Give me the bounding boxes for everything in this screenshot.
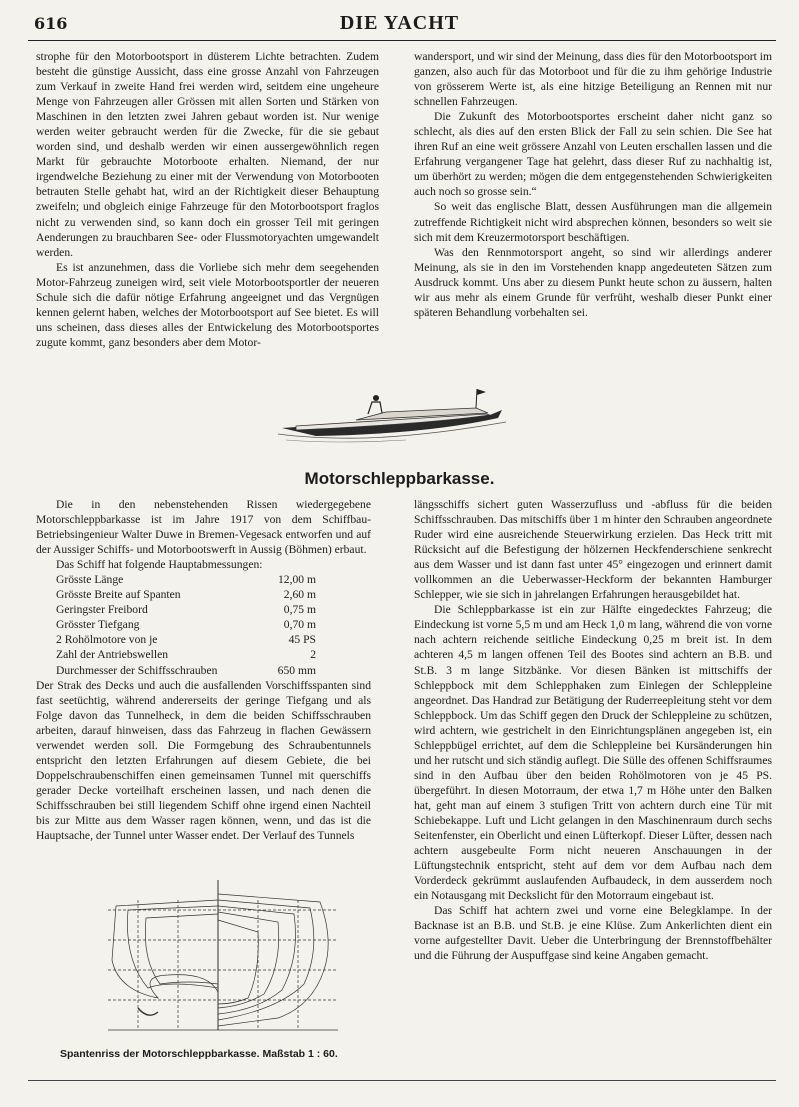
spec-value: 0,75 m	[283, 603, 316, 617]
paragraph: Die in den nebenstehenden Rissen wiedergegebene Motorschleppbarkasse ist im Jahre 1917 von dem Schiffbau-Betriebsingenieur Walter Duwe in Bremen-Vegesack entworfen und auf der Aussiger Schiffs- und Motorbootswerft in Aussig (Böhmen) erbaut.	[36, 498, 371, 557]
spec-row	[56, 602, 371, 617]
spec-value: 650 mm	[277, 663, 316, 677]
spec-row	[56, 647, 371, 662]
article-title: Motorschleppbarkasse.	[304, 469, 495, 488]
body-plan-drawing	[98, 880, 348, 1040]
paragraph: Die Zukunft des Motorbootsportes erscheint daher nicht ganz so schlecht, als dies auf den ersten Blick der Fall zu sein schien. Die See hat ihren Ruf an eine weit grössere Anzahl von Leuten erschallen lassen und die Erfahrung vergangener Tage hat gelehrt, dass dieser Ruf zu nachhaltig ist, um überhört zu werden; mögen die dem entgegenstehenden Schwierigkeiten auch noch so grosse sein.“	[414, 110, 772, 199]
column-3	[36, 497, 371, 843]
figure-caption: Spantenriss der Motorschleppbarkasse. Maßstab 1 : 60.	[60, 1048, 338, 1060]
paragraph: Es ist anzunehmen, dass die Vorliebe sich mehr dem seegehenden Motor-Fahrzeug zuneigen wird, seit viele Motorbootsportler der neueren Schule sich die dafür nötige Erfahrung angeeignet und das Vergnügen kennen gelernt haben, welches der Motorbootsport auf See bietet. Es will uns scheinen, dass dieses alles der Entwickelung des Motorbootsportes zugute kommt, ganz besonders aber dem Motor-	[36, 260, 379, 349]
spec-label: Durchmesser der Schiffsschrauben	[56, 663, 218, 677]
footer-rule	[28, 1080, 776, 1081]
spec-label: Grösster Tiefgang	[56, 618, 140, 632]
spec-row	[56, 587, 371, 602]
paragraph: Was den Rennmotorsport angeht, so sind wir allerdings anderer Meinung, als sie in den im Vorstehenden knapp angedeuteten Sätzen zum Ausdruck kommt. Uns aber zu diesem Punkt heute schon zu äussern, halten wir aus mehr als einem Grunde für verfrüht, weshalb dieser Punkt einer späteren Behandlung vorbehalten sei.	[414, 245, 772, 319]
header-rule	[28, 40, 776, 41]
spec-label: Grösste Breite auf Spanten	[56, 588, 181, 602]
spec-value: 2	[310, 648, 316, 662]
specs-table	[56, 572, 371, 677]
spec-value: 45 PS	[288, 633, 316, 647]
page-number: 616	[34, 14, 68, 33]
paragraph: längsschiffs sichert guten Wasserzufluss und -abfluss für die beiden Schiffsschrauben. Das mitschiffs über 1 m hinter den Schrauben angeordnete Ruder wird eine ausreichende Steuerwirkung erzielen. Das Heck tritt mit Rücksicht auf die Befestigung der hölzernen Heckfenderschiene senkrecht aus dem Wasser und ist dann fast unter 45° eingezogen und erinnert damit vollkommen an die Ueberwasser-Heckform der bekannten Hamburger Schlepper, wie sie sich in jahrelangen Erfahrungen herausgebildet hat.	[414, 498, 772, 602]
spec-value: 12,00 m	[277, 573, 316, 587]
motorboat-illustration	[276, 384, 512, 446]
paragraph: strophe für den Motorbootsport in düsterem Lichte betrachten. Zudem besteht die günstige Aussicht, dass eine grosse Anzahl von Fahrzeugen zum Verkauf in zweite Hand frei werden wird, seitdem eine ungeheure Menge von Fahrzeugen aller Grössen mit allen Sorten und Stärken von Maschinen in den letzten zwei Jahren gebaut worden ist. Nur wenige werden weiter gebraucht werden für die Zwecke, für die sie gebaut worden sind, und deshalb werden wir einen aussergewöhnlich regen Markt für gebrauchte Motorboote erhalten. Niemand, der nur irgendwelche Beziehung zu einer mit der Verwendung von Motorbooten betrauten Stelle gehabt hat, wird an der Richtigkeit dieser Behauptung zweifeln; und obgleich einige Fahrzeuge für den Motorbootsport fraglos nicht zu verwenden sind, so kann doch ein grosser Teil mit geringen Aenderungen zu brauchbaren See- oder Flussmotoryachten umgewandelt werden.	[36, 50, 379, 259]
paragraph: So weit das englische Blatt, dessen Ausführungen man die allgemein zutreffende Richtigkeit nicht wird absprechen können, besonders so weit sie sich mit dem Kreuzermotorsport beschäftigen.	[414, 200, 772, 244]
paragraph: wandersport, und wir sind der Meinung, dass dies für den Motorbootsport im ganzen, also auch für das Motorboot und für die zu ihm gehörige Industrie von grösserem Werte ist, als eine hitzige Beteiligung an Rennen mit nur schnellen Fahrzeugen.	[414, 50, 772, 109]
spec-row	[56, 572, 371, 587]
spec-row	[56, 663, 371, 678]
spec-row	[56, 617, 371, 632]
spec-label: Grösste Länge	[56, 573, 124, 587]
paragraph: Die Schleppbarkasse ist ein zur Hälfte eingedecktes Fahrzeug; die Eindeckung ist vorne 5,5 m und am Heck 1,0 m lang, während die von vorne nach achtern reichende seitliche Eindeckung 0,25 m breit ist. In dem achteren 4,5 m langen offenen Teil des Bootes sind achtern an B.B. und St.B. 3 m lange Sitzbänke. Vor diesen Bänken ist mittschiffs der Schleppbock mit dem Schlepphaken zum Einlegen der Schleppleine angeordnet. Das Handrad zur Betätigung der Ruderreepleitung steht vor dem Schleppbock. Um das Schiff gegen den Druck der Schleppleine zu schützen, wird achtern, wie gestrichelt in den Einrichtungsplänen angegeben ist, ein Schleppbügel errichtet, auf dem die Schleppleine bei Kursänderungen hin und her rutscht und sich ständig auflegt. Die Sülle des offenen Schiffsraumes sind in den Aufbau über den beiden Rohölmotoren von je 45 PS. übergeführt. In diesen Motorraum, der etwa 1,7 m Höhe unter den Balken hat, geht man auf einem 3 stufigen Tritt von achtern durch eine Tür mit Schiebekappe. Luft und Licht gelangen in den Maschinenraum durch sechs Seitenfenster, ein Oberlicht und einen Lüfterkopf. Dieser Lüfter, dessen nach achtern ausgebeulte Form nicht neueren Anschauungen in der Lüftungstechnik entspricht, steht auf dem vor dem Aufbau nach dem Vorderdeck gekrümmt auslaufenden Aufbaudeck, in dem ausserdem noch ein Notausgang mit Deckslicht für den Motorraum eingebaut ist.	[414, 603, 772, 903]
specs-intro: Das Schiff hat folgende Hauptabmessungen:	[56, 558, 263, 572]
column-2	[414, 49, 772, 320]
column-1	[36, 49, 379, 350]
column-4	[414, 497, 772, 963]
spec-value: 0,70 m	[283, 618, 316, 632]
spec-value: 2,60 m	[283, 588, 316, 602]
spec-row	[56, 632, 371, 647]
paragraph: Das Schiff hat achtern zwei und vorne eine Belegklampe. In der Backnase ist an B.B. und St.B. je eine Klüse. Zum Ankerlichten dient ein vorne aufgestellter Davit. Ueber die Unterbringung der Brennstoffbehälter und die Führung der Auspuffgase sind keine Angaben gemacht.	[414, 904, 772, 963]
running-title: DIE YACHT	[339, 12, 460, 34]
paragraph: Der Strak des Decks und auch die ausfallenden Vorschiffsspanten sind fast seetüchtig, während andererseits der geringe Tiefgang und als Folge davon das Tunnelheck, in dem die beiden Schiffsschrauben arbeiten, darauf hinweisen, dass das Fahrzeug in flachen Gewässern verwendet werden soll. Die Formgebung des Schraubentunnels entspricht den letzten Erfahrungen auf diesem Gebiete, die bei Doppelschraubenschiffen einen gemeinsamen Tunnel mit querschiffs gerader Decke vorteilhaft erscheinen lassen, und nach denen die Schiffsschrauben bei still liegendem Schiff ohne irgend einen Nachteil bis zur Mitte aus dem Wasser ragen können, wenn, und das ist die Hauptsache, der Tunnel unter Wasser endet. Der Verlauf des Tunnels	[36, 678, 371, 843]
spec-label: Geringster Freibord	[56, 603, 148, 617]
spec-label: Zahl der Antriebswellen	[56, 648, 169, 662]
spec-label: 2 Rohölmotore von je	[56, 633, 158, 647]
